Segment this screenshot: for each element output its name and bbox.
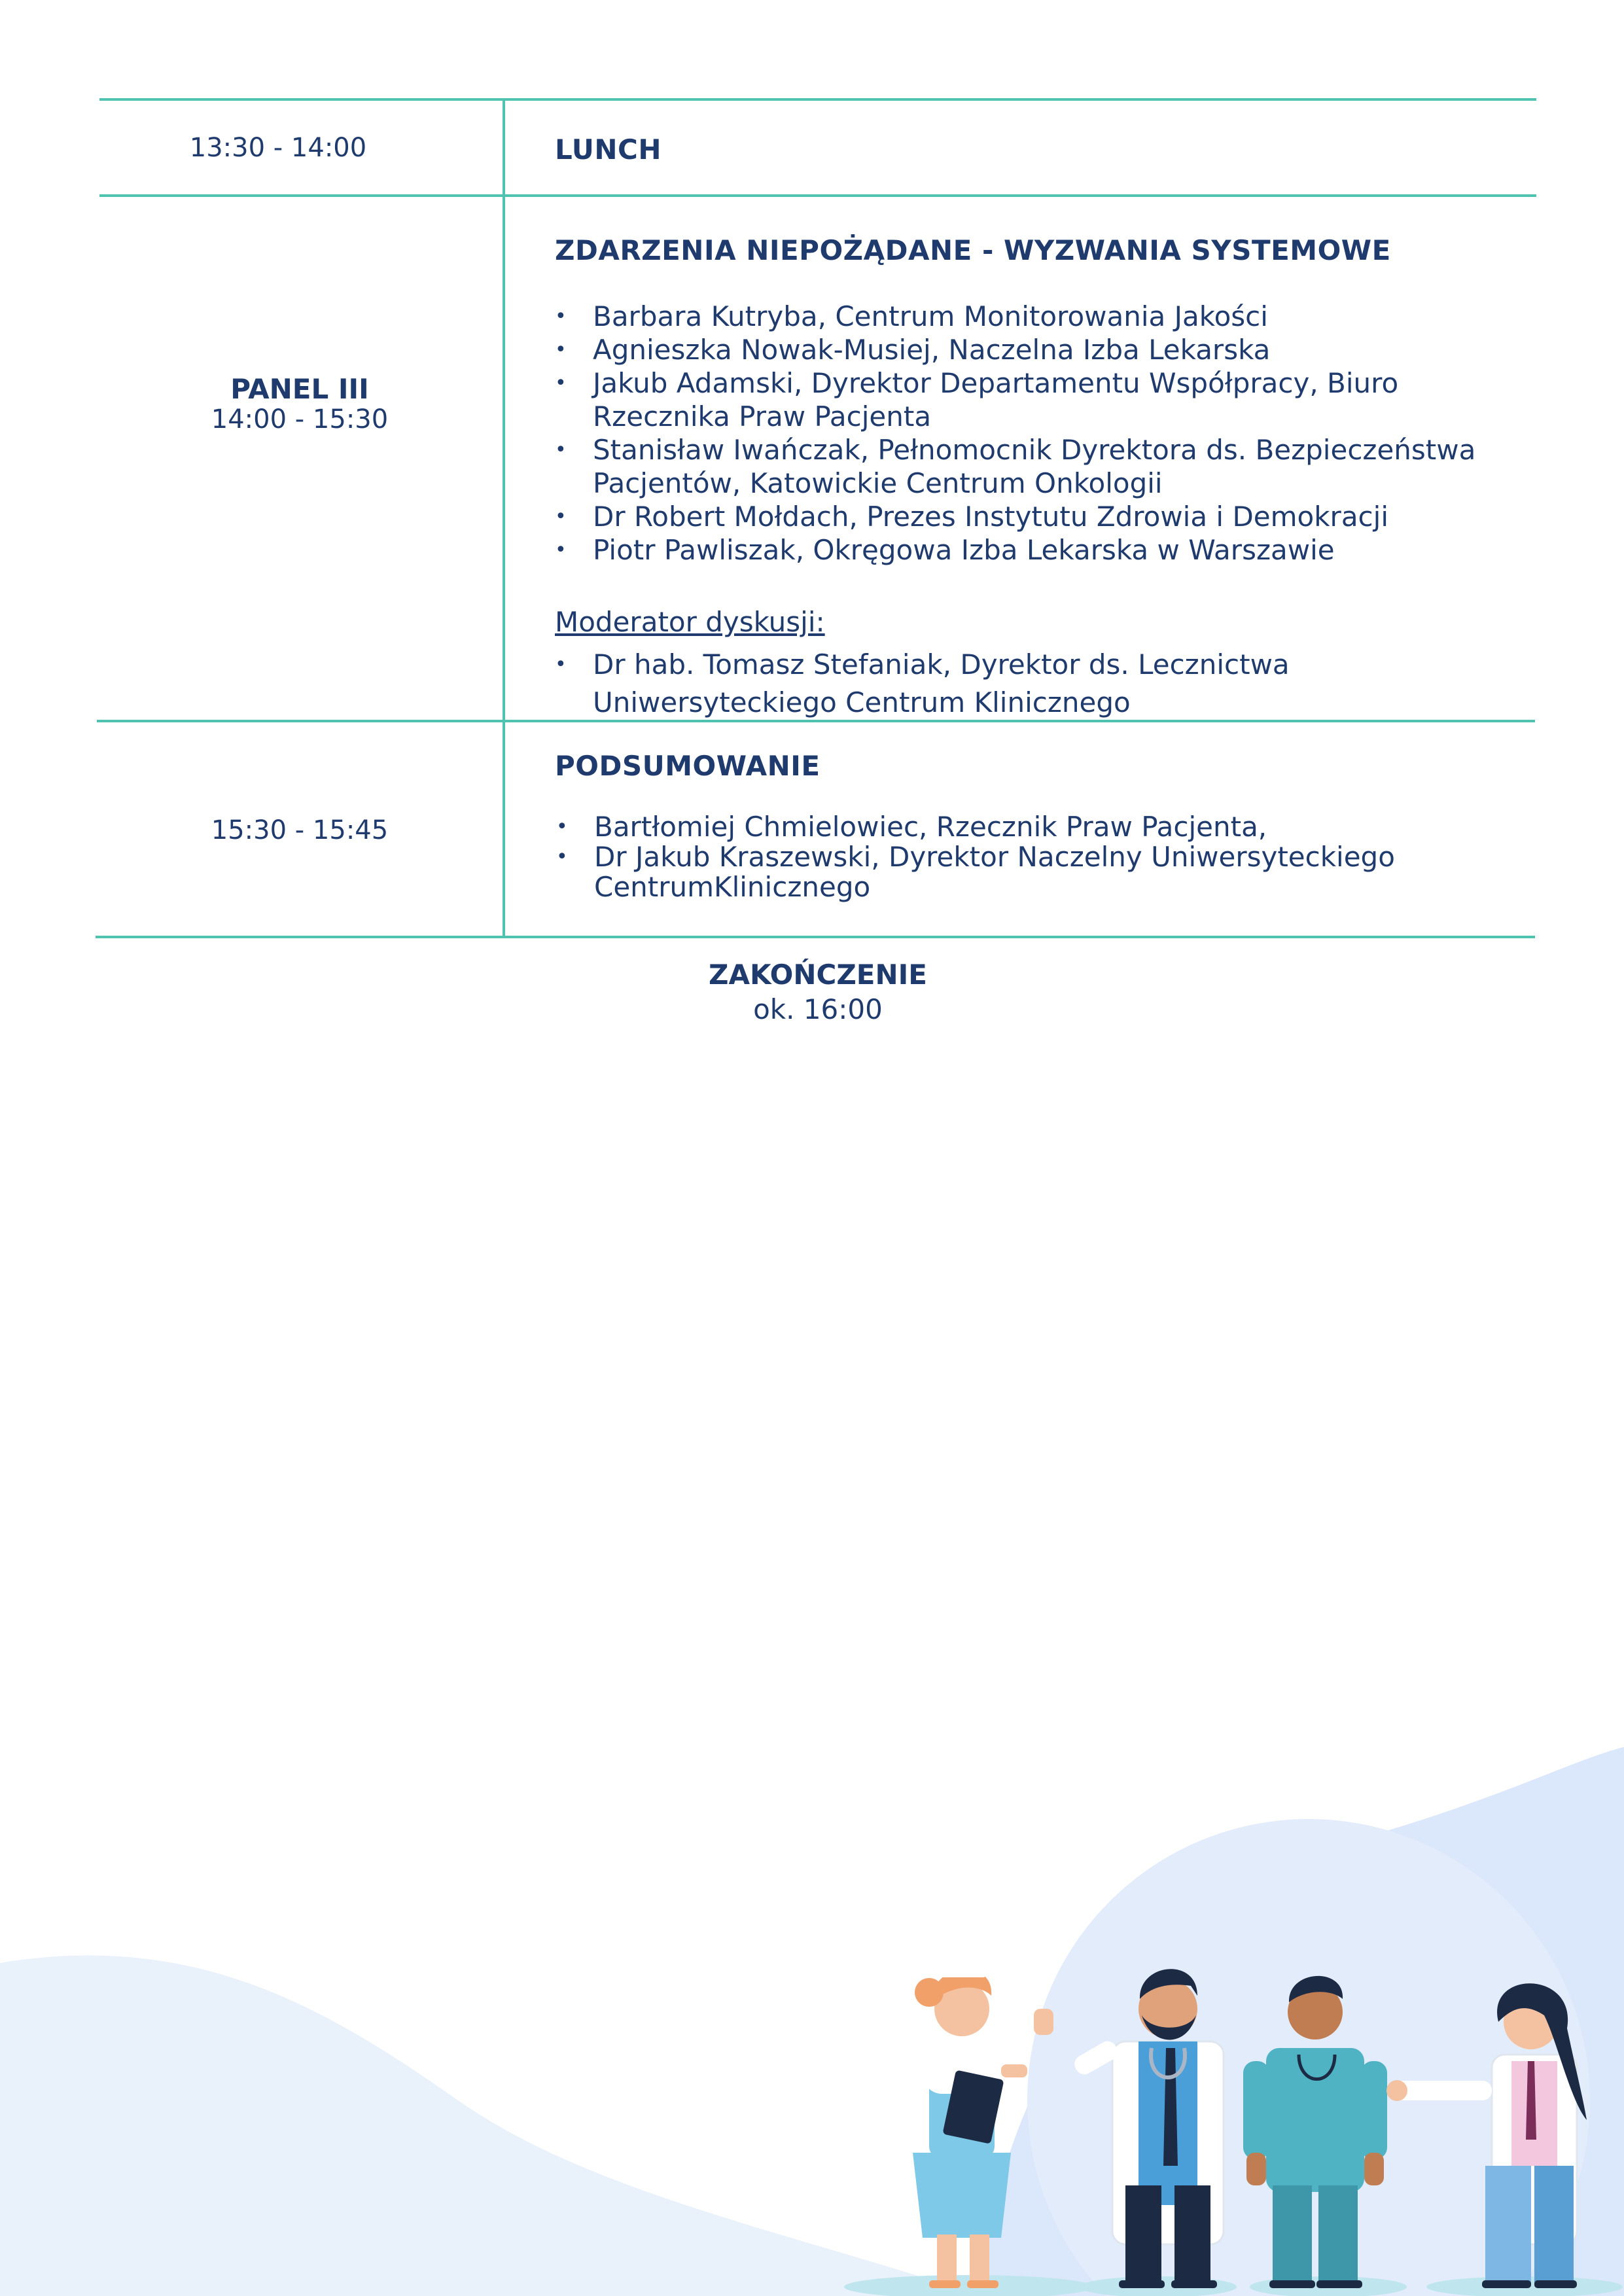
closing-time: ok. 16:00 xyxy=(753,993,883,1025)
table-rule-summary-bottom xyxy=(96,936,1535,938)
panel3-title: ZDARZENIA NIEPOŻĄDANE - WYZWANIA SYSTEMOWE xyxy=(555,234,1391,266)
summary-speaker-list xyxy=(556,812,1459,902)
summary-time: 15:30 - 15:45 xyxy=(211,815,389,845)
moderator-list xyxy=(555,646,1307,722)
summary-title: PODSUMOWANIE xyxy=(555,750,821,782)
table-column-divider xyxy=(503,98,505,938)
medical-staff-illustration xyxy=(0,1734,1624,2296)
table-rule-top xyxy=(99,98,1536,101)
table-rule-lunch-bottom xyxy=(99,194,1536,197)
list-item: • Dr Robert Mołdach, Prezes Instytutu Zdrowia i Demokracji xyxy=(555,500,1504,533)
closing-block xyxy=(0,959,1624,1025)
panel3-time: 14:00 - 15:30 xyxy=(211,404,389,434)
lunch-time: 13:30 - 14:00 xyxy=(189,133,367,163)
panel3-speaker-list xyxy=(555,300,1504,567)
list-item: • Dr Jakub Kraszewski, Dyrektor Naczelny Uniwersyteckiego CentrumKlinicznego xyxy=(556,842,1459,902)
moderator-label: Moderator dyskusji: xyxy=(555,606,825,638)
panel3-label: PANEL III xyxy=(230,373,369,405)
list-item: • Bartłomiej Chmielowiec, Rzecznik Praw Pacjenta, xyxy=(556,812,1459,842)
list-item: • Stanisław Iwańczak, Pełnomocnik Dyrektora ds. Bezpieczeństwa Pacjentów, Katowickie Centrum Onkologii xyxy=(555,433,1504,500)
list-item: • Dr hab. Tomasz Stefaniak, Dyrektor ds. Lecznictwa Uniwersyteckiego Centrum Klinicznego xyxy=(555,646,1307,722)
list-item: • Agnieszka Nowak-Musiej, Naczelna Izba Lekarska xyxy=(555,333,1504,366)
lunch-title: LUNCH xyxy=(555,133,662,166)
list-item: • Piotr Pawliszak, Okręgowa Izba Lekarska w Warszawie xyxy=(555,533,1504,567)
list-item: • Barbara Kutryba, Centrum Monitorowania Jakości xyxy=(555,300,1504,333)
list-item: • Jakub Adamski, Dyrektor Departamentu Współpracy, Biuro Rzecznika Praw Pacjenta xyxy=(555,366,1463,433)
closing-title: ZAKOŃCZENIE xyxy=(709,959,927,991)
panel3-time-block xyxy=(99,374,500,434)
